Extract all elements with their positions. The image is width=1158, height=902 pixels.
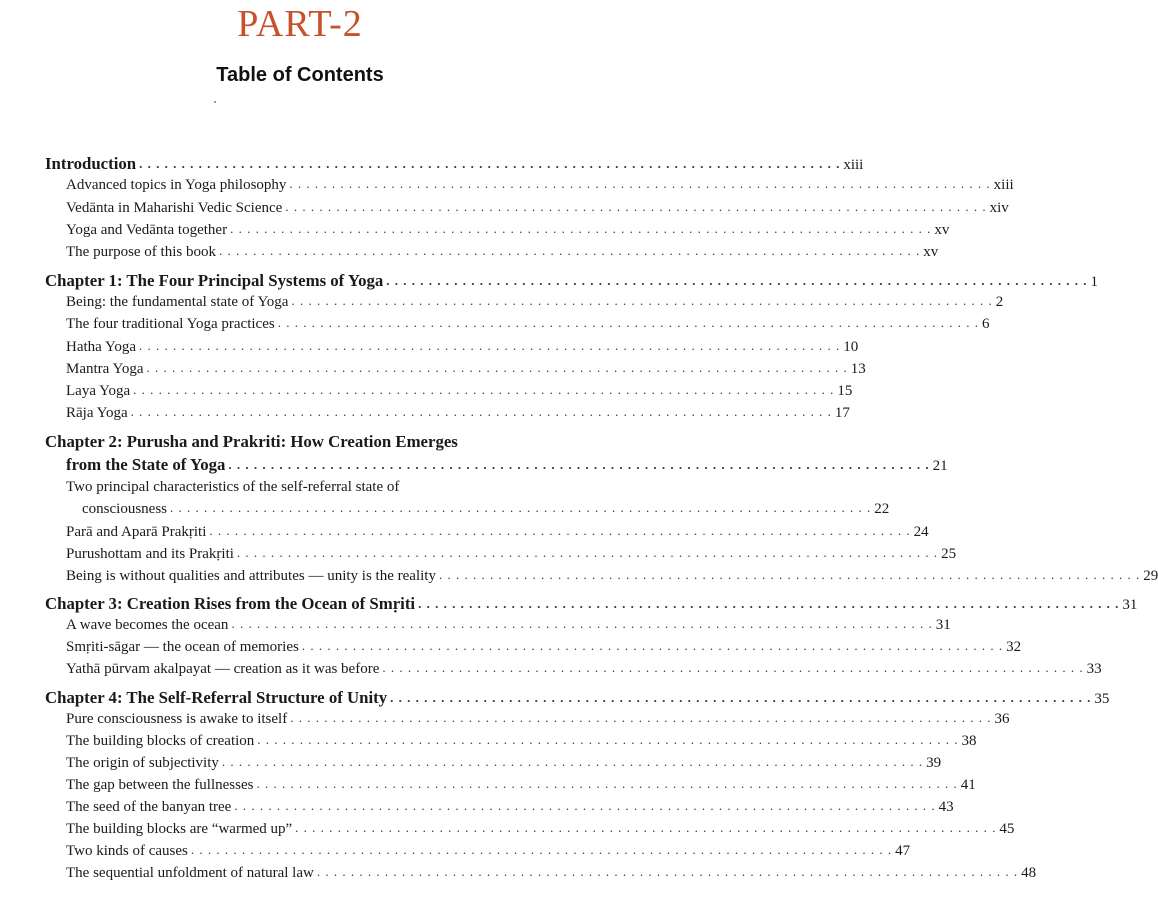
entry-title: Vedānta in Maharishi Vedic Science xyxy=(66,200,283,216)
toc-entry-row[interactable] xyxy=(66,315,990,333)
toc-entry-row[interactable] xyxy=(66,382,853,400)
entry-title: Rāja Yoga xyxy=(66,405,128,421)
dot-leader: . . . . . . . . . . . . . . . . . . . . . . . . . . . . . . . . . . . . . . . . . . . . . . . . . . . . . . . . . . . . . . . . . . . . . . . . . . . . . . . . . . . xyxy=(236,545,939,560)
page-number: xiii xyxy=(843,157,864,173)
chapter-title: from the State of Yoga xyxy=(66,455,226,474)
toc-entry-row[interactable] xyxy=(66,567,1158,585)
page-number: 35 xyxy=(1094,691,1110,707)
page-number: 21 xyxy=(932,458,948,474)
entry-title: The seed of the banyan tree xyxy=(66,799,232,815)
page-number: 15 xyxy=(837,383,853,399)
dot-leader: . . . . . . . . . . . . . . . . . . . . . . . . . . . . . . . . . . . . . . . . . . . . . . . . . . . . . . . . . . . . . . . . . . . . . . . . . . . . . . . . . . . xyxy=(139,338,841,353)
dot-leader: . . . . . . . . . . . . . . . . . . . . . . . . . . . . . . . . . . . . . . . . . . . . . . . . . . . . . . . . . . . . . . . . . . . . . . . . . . . . . . . . . . . xyxy=(190,842,893,857)
toc-entry-row[interactable] xyxy=(66,199,1009,217)
page-number: 2 xyxy=(995,294,1004,310)
toc-entry-row[interactable] xyxy=(66,176,1014,194)
dot-leader: . . . . . . . . . . . . . . . . . . . . . . . . . . . . . . . . . . . . . . . . . . . . . . . . . . . . . . . . . . . . . . . . . . . . . . . . . . . . . . . . . . . xyxy=(139,156,841,171)
dot-leader: . . . . . . . . . . . . . . . . . . . . . . . . . . . . . . . . . . . . . . . . . . . . . . . . . . . . . . . . . . . . . . . . . . . . . . . . . . . . . . . . . . . xyxy=(289,176,991,191)
toc-entry-row[interactable] xyxy=(66,754,942,772)
page-number: 25 xyxy=(941,546,957,562)
entry-title: The four traditional Yoga practices xyxy=(66,316,275,332)
toc-chapter-row[interactable] xyxy=(45,688,1110,708)
dot-leader: . . . . . . . . . . . . . . . . . . . . . . . . . . . . . . . . . . . . . . . . . . . . . . . . . . . . . . . . . . . . . . . . . . . . . . . . . . . . . . . . . . . xyxy=(228,457,930,472)
page-number: 24 xyxy=(913,524,929,540)
entry-title: Parā and Aparā Prakṛiti xyxy=(66,524,207,540)
entry-title: The building blocks are “warmed up” xyxy=(66,821,293,837)
toc-entry-row[interactable] xyxy=(66,360,866,378)
dot-leader: . . . . . . . . . . . . . . . . . . . . . . . . . . . . . . . . . . . . . . . . . . . . . . . . . . . . . . . . . . . . . . . . . . . . . . . . . . . . . . . . . . . xyxy=(438,567,1141,582)
page-number: 13 xyxy=(850,361,866,377)
toc-entry-row[interactable] xyxy=(66,710,1010,728)
page-number: 47 xyxy=(895,843,911,859)
toc-heading: Table of Contents xyxy=(216,64,384,86)
dot-leader: . . . . . . . . . . . . . . . . . . . . . . . . . . . . . . . . . . . . . . . . . . . . . . . . . . . . . . . . . . . . . . . . . . . . . . . . . . . . . . . . . . . xyxy=(218,243,921,258)
toc-entry-row[interactable] xyxy=(66,338,859,356)
page-number: 39 xyxy=(926,755,942,771)
page-number: xiv xyxy=(989,200,1009,216)
part-title: PART-2 xyxy=(237,3,363,45)
page-number: 33 xyxy=(1086,661,1102,677)
page-number: 29 xyxy=(1143,568,1158,584)
page-number: 36 xyxy=(994,711,1010,727)
page-number: 31 xyxy=(1122,597,1138,613)
toc-entry-row[interactable] xyxy=(66,842,911,860)
dot-leader: . . . . . . . . . . . . . . . . . . . . . . . . . . . . . . . . . . . . . . . . . . . . . . . . . . . . . . . . . . . . . . . . . . . . . . . . . . . . . . . . . . . xyxy=(230,221,932,236)
entry-title: Smṛiti-sāgar — the ocean of memories xyxy=(66,639,299,655)
page-number: 22 xyxy=(874,501,890,517)
dot-leader: . . . . . . . . . . . . . . . . . . . . . . . . . . . . . . . . . . . . . . . . . . . . . . . . . . . . . . . . . . . . . . . . . . . . . . . . . . . . . . . . . . . xyxy=(290,710,992,725)
page-number: 45 xyxy=(999,821,1015,837)
toc-chapter-row[interactable] xyxy=(45,271,1099,291)
dot-leader: . . . . . . . . . . . . . . . . . . . . . . . . . . . . . . . . . . . . . . . . . . . . . . . . . . . . . . . . . . . . . . . . . . . . . . . . . . . . . . . . . . . xyxy=(170,500,872,515)
dot-leader: . . . . . . . . . . . . . . . . . . . . . . . . . . . . . . . . . . . . . . . . . . . . . . . . . . . . . . . . . . . . . . . . . . . . . . . . . . . . . . . . . . . xyxy=(285,199,987,214)
entry-title: Being: the fundamental state of Yoga xyxy=(66,294,289,310)
entry-title: Purushottam and its Prakṛiti xyxy=(66,546,234,562)
entry-title: Advanced topics in Yoga philosophy xyxy=(66,177,287,193)
toc-entry-row[interactable] xyxy=(66,545,957,563)
dot-leader: . . . . . . . . . . . . . . . . . . . . . . . . . . . . . . . . . . . . . . . . . . . . . . . . . . . . . . . . . . . . . . . . . . . . . . . . . . . . . . . . . . . xyxy=(295,820,997,835)
page-number: xv xyxy=(923,244,939,260)
toc-entry-row[interactable] xyxy=(66,820,1015,838)
toc-entry-row[interactable] xyxy=(82,500,890,518)
toc-entry-row[interactable] xyxy=(66,776,976,794)
toc-chapter-row[interactable] xyxy=(66,455,948,475)
page-number: 10 xyxy=(843,339,859,355)
page-number: 41 xyxy=(960,777,976,793)
toc-entry-row[interactable] xyxy=(66,798,954,816)
toc-entry-row[interactable] xyxy=(66,293,1004,311)
page-number: 43 xyxy=(938,799,954,815)
chapter-title: Introduction xyxy=(45,154,137,173)
entry-title: A wave becomes the ocean xyxy=(66,617,229,633)
toc-entry-row[interactable] xyxy=(66,221,950,239)
dot-leader: . . . . . . . . . . . . . . . . . . . . . . . . . . . . . . . . . . . . . . . . . . . . . . . . . . . . . . . . . . . . . . . . . . . . . . . . . . . . . . . . . . . xyxy=(256,776,958,791)
toc-entry-row[interactable] xyxy=(66,732,977,750)
dot-leader: . . . . . . . . . . . . . . . . . . . . . . . . . . . . . . . . . . . . . . . . . . . . . . . . . . . . . . . . . . . . . . . . . . . . . . . . . . . . . . . . . . . xyxy=(130,404,832,419)
dot-leader: . . . . . . . . . . . . . . . . . . . . . . . . . . . . . . . . . . . . . . . . . . . . . . . . . . . . . . . . . . . . . . . . . . . . . . . . . . . . . . . . . . . xyxy=(390,690,1092,705)
dot-leader: . . . . . . . . . . . . . . . . . . . . . . . . . . . . . . . . . . . . . . . . . . . . . . . . . . . . . . . . . . . . . . . . . . . . . . . . . . . . . . . . . . . xyxy=(316,864,1019,879)
dot-leader: . . . . . . . . . . . . . . . . . . . . . . . . . . . . . . . . . . . . . . . . . . . . . . . . . . . . . . . . . . . . . . . . . . . . . . . . . . . . . . . . . . . xyxy=(231,616,933,631)
entry-title: The gap between the fullnesses xyxy=(66,777,254,793)
entry-title: Two principal characteristics of the self-referral state of xyxy=(66,479,400,495)
toc-entry-row[interactable] xyxy=(66,616,951,634)
dot-leader: . . . . . . . . . . . . . . . . . . . . . . . . . . . . . . . . . . . . . . . . . . . . . . . . . . . . . . . . . . . . . . . . . . . . . . . . . . . . . . . . . . . xyxy=(386,273,1088,288)
toc-chapter-row[interactable] xyxy=(45,154,864,174)
toc-entry-row[interactable] xyxy=(66,404,850,422)
entry-title: Yathā pūrvam akalpayat — creation as it was before xyxy=(66,661,380,677)
toc-entry-row[interactable] xyxy=(66,243,939,261)
dot-leader: . . . . . . . . . . . . . . . . . . . . . . . . . . . . . . . . . . . . . . . . . . . . . . . . . . . . . . . . . . . . . . . . . . . . . . . . . . . . . . . . . . . xyxy=(221,754,924,769)
dot-leader: . . . . . . . . . . . . . . . . . . . . . . . . . . . . . . . . . . . . . . . . . . . . . . . . . . . . . . . . . . . . . . . . . . . . . . . . . . . . . . . . . . . xyxy=(146,360,848,375)
page-number: xiii xyxy=(993,177,1014,193)
dot-leader: . . . . . . . . . . . . . . . . . . . . . . . . . . . . . . . . . . . . . . . . . . . . . . . . . . . . . . . . . . . . . . . . . . . . . . . . . . . . . . . . . . . xyxy=(418,596,1120,611)
dot-leader: . . . . . . . . . . . . . . . . . . . . . . . . . . . . . . . . . . . . . . . . . . . . . . . . . . . . . . . . . . . . . . . . . . . . . . . . . . . . . . . . . . . xyxy=(209,523,911,538)
chapter-title: Chapter 3: Creation Rises from the Ocean of Smṛiti xyxy=(45,594,416,613)
toc-entry-row[interactable] xyxy=(66,864,1037,882)
toc-entry-row[interactable] xyxy=(66,523,929,541)
entry-title: The building blocks of creation xyxy=(66,733,255,749)
chapter-title: Chapter 1: The Four Principal Systems of Yoga xyxy=(45,271,384,290)
dot-leader: . . . . . . . . . . . . . . . . . . . . . . . . . . . . . . . . . . . . . . . . . . . . . . . . . . . . . . . . . . . . . . . . . . . . . . . . . . . . . . . . . . . xyxy=(301,638,1004,653)
toc-entry-row[interactable] xyxy=(66,638,1022,656)
page-number: 31 xyxy=(935,617,951,633)
entry-title: The sequential unfoldment of natural law xyxy=(66,865,314,881)
entry-title: Pure consciousness is awake to itself xyxy=(66,711,288,727)
entry-title: The origin of subjectivity xyxy=(66,755,219,771)
entry-title: Two kinds of causes xyxy=(66,843,188,859)
toc-entry-row[interactable] xyxy=(66,660,1102,678)
entry-title: Being is without qualities and attributes — unity is the reality xyxy=(66,568,436,584)
entry-title: Yoga and Vedānta together xyxy=(66,222,228,238)
page-number: 1 xyxy=(1090,274,1099,290)
chapter-title: Chapter 2: Purusha and Prakriti: How Creation Emerges xyxy=(45,432,458,451)
entry-title: Hatha Yoga xyxy=(66,339,136,355)
page-number: 38 xyxy=(961,733,977,749)
entry-title: consciousness xyxy=(82,501,167,517)
entry-title: Mantra Yoga xyxy=(66,361,144,377)
page-number: 48 xyxy=(1021,865,1037,881)
entry-title: The purpose of this book xyxy=(66,244,216,260)
dot-leader: . . . . . . . . . . . . . . . . . . . . . . . . . . . . . . . . . . . . . . . . . . . . . . . . . . . . . . . . . . . . . . . . . . . . . . . . . . . . . . . . . . . xyxy=(133,382,835,397)
dot-leader: . . . . . . . . . . . . . . . . . . . . . . . . . . . . . . . . . . . . . . . . . . . . . . . . . . . . . . . . . . . . . . . . . . . . . . . . . . . . . . . . . . . xyxy=(382,660,1084,675)
dot-leader: . . . . . . . . . . . . . . . . . . . . . . . . . . . . . . . . . . . . . . . . . . . . . . . . . . . . . . . . . . . . . . . . . . . . . . . . . . . . . . . . . . . xyxy=(291,293,993,308)
dot-leader: . . . . . . . . . . . . . . . . . . . . . . . . . . . . . . . . . . . . . . . . . . . . . . . . . . . . . . . . . . . . . . . . . . . . . . . . . . . . . . . . . . . xyxy=(257,732,959,747)
dot-leader: . . . . . . . . . . . . . . . . . . . . . . . . . . . . . . . . . . . . . . . . . . . . . . . . . . . . . . . . . . . . . . . . . . . . . . . . . . . . . . . . . . . xyxy=(277,315,979,330)
page-number: 17 xyxy=(834,405,850,421)
page-number: 6 xyxy=(981,316,990,332)
page-number: xv xyxy=(934,222,950,238)
entry-title: Laya Yoga xyxy=(66,383,131,399)
dot-leader: . . . . . . . . . . . . . . . . . . . . . . . . . . . . . . . . . . . . . . . . . . . . . . . . . . . . . . . . . . . . . . . . . . . . . . . . . . . . . . . . . . . xyxy=(234,798,936,813)
page-number: 32 xyxy=(1006,639,1022,655)
chapter-title: Chapter 4: The Self-Referral Structure of Unity xyxy=(45,688,388,707)
toc-chapter-row[interactable] xyxy=(45,594,1138,614)
print-speck xyxy=(214,101,216,103)
